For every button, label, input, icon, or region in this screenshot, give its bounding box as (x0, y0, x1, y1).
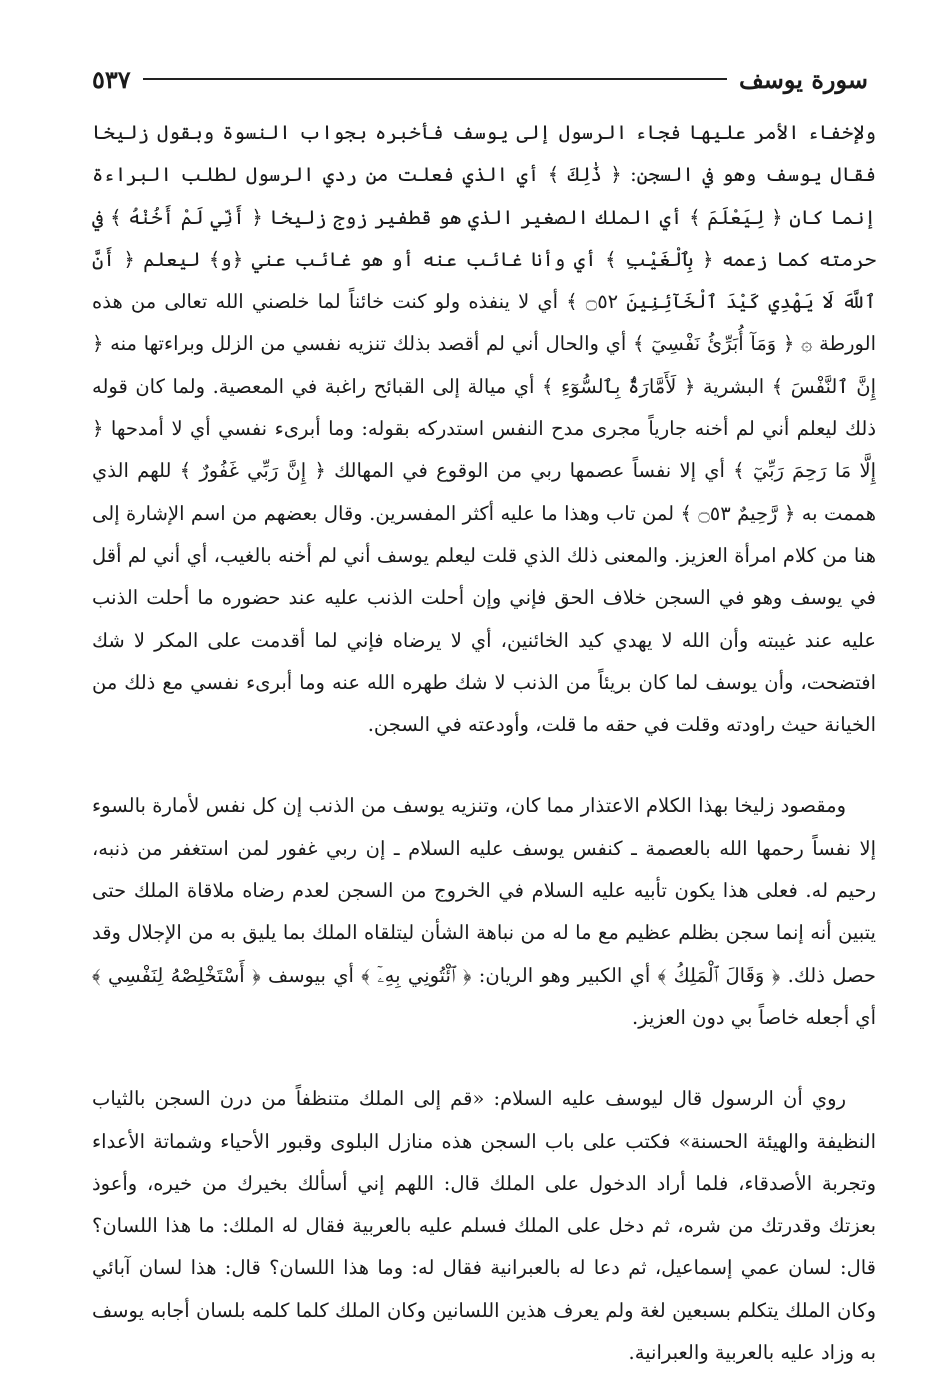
page-body (92, 112, 876, 1374)
paragraph-2: ومقصود زليخا بهذا الكلام الاعتذار مما كان، وتنزيه يوسف من الذنب إن كل نفس لأمارة بالسوء إلا نفساً رحمها الله بالعصمة ـ كنفس يوسف عليه السلام ـ إن ربي غفور لمن استغفر من ذنبه، رحيم له. فعلى هذا يكون تأبيه عليه السلام في الخروج من السجن لعدم رضاه ملاقاة الملك حتى يتبين أنه إنما سجن بظلم عظيم مع ما له من نباهة الشأن ليتلقاه الملك بما يليق به من الإجلال وقد حصل ذلك. ﴿ وَقَالَ ٱلْمَلِكُ ﴾ أي الكبير وهو الريان: ﴿ ٱئْتُونِي بِهِۦٓ ﴾ أي بيوسف ﴿ أَسْتَخْلِصْهُ لِنَفْسِي ﴾ أي أجعله خاصاً بي دون العزيز. (92, 794, 876, 1029)
paragraph-1: ولإخفاء الأمر عليها فجاء الرسول إلى يوسف فأخبره بجواب النسوة وبقول زليخا فقال يوسف وهو في السجن: ﴿ ذَٰلِكَ ﴾ أي الذي فعلت من ردي الرسول لطلب البراءة إنما كان ﴿ لِيَعْلَمَ ﴾ أي الملك الصغير الذي هو قطفير زوج زليخا ﴿ أَنِّي لَمْ أَخُنْهُ ﴾ في حرمته كما زعمه ﴿ بِٱلْغَيْبِ ﴾ أي وأنا غائب عنه أو هو غائب عني ﴿و﴾ ليعلم ﴿ أَنَّ ٱللَّهَ لَا يَهْدِي كَيْدَ ٱلْخَآئِنِينَ ۝٥٢ ﴾ أي لا ينفذه ولو كنت خائناً لما خلصني الله تعالى من هذه الورطة ۞ ﴿ وَمَآ أُبَرِّئُ نَفْسِيٓ ﴾ أي والحال أني لم أقصد بذلك تنزيه نفسي من الزلل وبراءتها منه ﴿ إِنَّ ٱلنَّفْسَ ﴾ البشرية ﴿ لَأَمَّارَةٌۢ بِٱلسُّوٓءِ ﴾ أي ميالة إلى القبائح راغبة في المعصية. ولما كان قوله ذلك ليعلم أني لم أخنه جارياً مجرى مدح النفس استدركه بقوله: وما أبرىء نفسي أي لا أمدحها ﴿ إِلَّا مَا رَحِمَ رَبِّيٓ ﴾ أي إلا نفساً عصمها ربي من الوقوع في المهالك ﴿ إِنَّ رَبِّي غَفُورٌ ﴾ للهم الذي هممت به ﴿ رَّحِيمٌ ۝٥٣ ﴾ لمن تاب وهذا ما عليه أكثر المفسرين. وقال بعضهم من اسم الإشارة إلى هنا من كلام امرأة العزيز. والمعنى ذلك الذي قلت ليعلم يوسف أني لم أخنه بالغيب، أي أني لم أقل في يوسف وهو في السجن خلاف الحق فإني وإن أحلت الذنب عليه عند حضوره ما أحلت الذنب عليه عند غيبته وأن الله لا يهدي كيد الخائنين، أي لا يرضاه فإني لما أقدمت على المكر لا شك افتضحت، وأن يوسف لما كان بريئاً من الذنب لا شك طهره الله عنه وما أبرىء نفسي مع ذلك من الخيانة حيث راودته وقلت في حقه ما قلت، وأودعته في السجن. (92, 121, 876, 737)
page-header (92, 62, 868, 96)
surah-title: سورة يوسف (738, 64, 868, 94)
paragraph-3: روي أن الرسول قال ليوسف عليه السلام: «قم إلى الملك متنظفاً من درن السجن بالثياب النظيفة والهيئة الحسنة» فكتب على باب السجن هذه منازل البلوى وقبور الأحياء وشماتة الأعداء وتجربة الأصدقاء، فلما أراد الدخول على الملك قال: اللهم إني أسألك بخيرك من خيره، وأعوذ بعزتك وقدرتك من شره، ثم دخل على الملك فسلم عليه بالعربية فقال له الملك: ما هذا اللسان؟ قال: لسان عمي إسماعيل، ثم دعا له بالعبرانية فقال له: وما هذا اللسان؟ قال: هذا لسان آبائي وكان الملك يتكلم بسبعين لغة ولم يعرف هذين اللسانين وكان الملك كلما كلمه بلسان أجابه يوسف به وزاد عليه بالعربية والعبرانية. (92, 1087, 876, 1365)
page-number: ٥٣٧ (92, 64, 131, 94)
header-rule (143, 78, 727, 80)
